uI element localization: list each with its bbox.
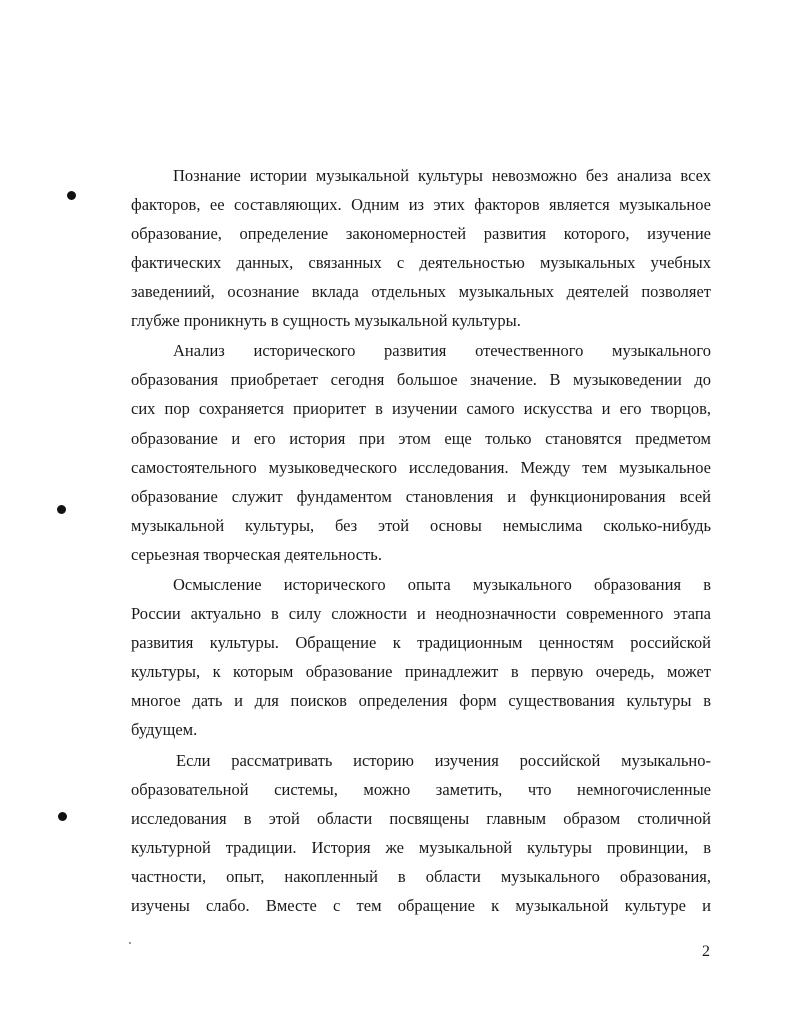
text-line: частности, опыт, накопленный в области музыкального образования,	[131, 867, 711, 886]
text-line: Анализ исторического развития отечественного музыкального	[173, 341, 711, 360]
text-line: глубже проникнуть в сущность музыкальной культуры.	[131, 311, 521, 330]
text-line: образование, определение закономерностей развития которого, изучение	[131, 224, 711, 243]
text-line: многое дать и для поисков определения форм существования культуры в	[131, 691, 711, 710]
text-line: серьезная творческая деятельность.	[131, 545, 382, 564]
text-line: Познание истории музыкальной культуры невозможно без анализа всех	[173, 166, 711, 185]
margin-mark-middle	[57, 505, 66, 514]
text-line: фактических данных, связанных с деятельностью музыкальных учебных	[131, 253, 711, 272]
text-line: Если рассматривать историю изучения российской музыкально-	[176, 751, 711, 770]
text-line: исследования в этой области посвящены главным образом столичной	[131, 809, 711, 828]
text-line: образование и его история при этом еще только становятся предметом	[131, 429, 711, 448]
text-line: культурной традиции. История же музыкальной культуры провинции, в	[131, 838, 711, 857]
text-line: развития культуры. Обращение к традиционным ценностям российской	[131, 633, 711, 652]
text-line: самостоятельного музыковедческого исследования. Между тем музыкальное	[131, 458, 711, 477]
text-line: музыкальной культуры, без этой основы немыслима сколько-нибудь	[131, 516, 711, 535]
text-line: образовательной системы, можно заметить, что немногочисленные	[131, 780, 711, 799]
text-line: образования приобретает сегодня большое значение. В музыковедении до	[131, 370, 711, 389]
text-line: изучены слабо. Вместе с тем обращение к музыкальной культуре и	[131, 896, 711, 915]
text-line: России актуально в силу сложности и неоднозначности современного этапа	[131, 604, 711, 623]
text-line: будущем.	[131, 720, 198, 739]
text-line: факторов, ее составляющих. Одним из этих факторов является музыкальное	[131, 195, 711, 214]
scan-speck	[129, 942, 131, 944]
text-line: Осмысление исторического опыта музыкального образования в	[173, 575, 711, 594]
text-line: сих пор сохраняется приоритет в изучении самого искусства и его творцов,	[131, 399, 711, 418]
text-line: образование служит фундаментом становления и функционирования всей	[131, 487, 711, 506]
margin-mark-top	[67, 191, 76, 200]
page-number: 2	[702, 943, 710, 960]
margin-mark-bottom	[58, 812, 67, 821]
text-line: культуры, к которым образование принадлежит в первую очередь, может	[131, 662, 711, 681]
text-line: заведениий, осознание вклада отдельных музыкальных деятелей позволяет	[131, 282, 711, 301]
